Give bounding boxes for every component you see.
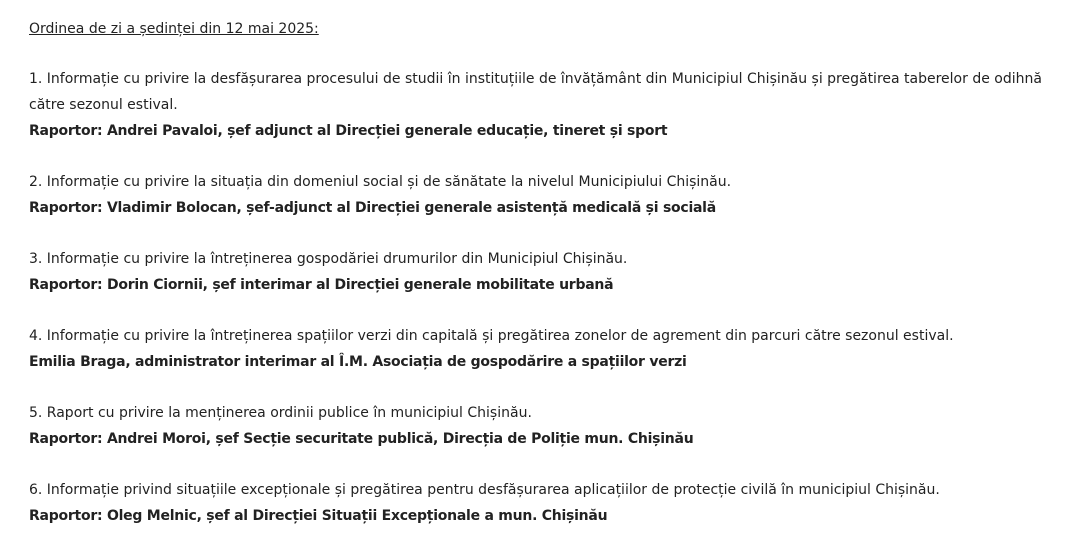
agenda-item-text: 6. Informație privind situațiile excepționale și pregătirea pentru desfășurarea aplicațiilor de protecție civilă în municipiul Chișinău. <box>29 482 940 498</box>
agenda-item-reporter: Raportor: Andrei Pavaloi, șef adjunct al Direcției generale educație, tineret și sport <box>29 123 668 139</box>
agenda-item-text: 2. Informație cu privire la situația din domeniul social și de sănătate la nivelul Municipiului Chișinău. <box>29 174 732 190</box>
agenda-item-2 <box>29 169 1069 221</box>
agenda-item-text: 5. Raport cu privire la menținerea ordinii publice în municipiul Chișinău. <box>29 405 532 421</box>
agenda-item-reporter: Raportor: Dorin Ciornii, șef interimar al Direcției generale mobilitate urbană <box>29 277 614 293</box>
agenda-item-5 <box>29 400 1069 452</box>
agenda-item-reporter: Raportor: Oleg Melnic, șef al Direcției Situații Excepționale a mun. Chișinău <box>29 508 608 524</box>
agenda-item-text: 3. Informație cu privire la întreținerea gospodăriei drumurilor din Municipiul Chișinău. <box>29 251 628 267</box>
agenda-item-6 <box>29 477 1069 529</box>
agenda-item-reporter: Raportor: Vladimir Bolocan, șef-adjunct al Direcției generale asistență medicală și socială <box>29 200 716 216</box>
agenda-heading: Ordinea de zi a ședinței din 12 mai 2025: <box>29 21 319 37</box>
agenda-item-text: 4. Informație cu privire la întreținerea spațiilor verzi din capitală și pregătirea zonelor de agrement din parcuri către sezonul estival. <box>29 328 954 344</box>
agenda-item-1 <box>29 66 1069 144</box>
agenda-item-reporter: Raportor: Andrei Moroi, șef Secție securitate publică, Direcția de Poliție mun. Chișinău <box>29 431 694 447</box>
agenda-item-4 <box>29 323 1069 375</box>
agenda-content <box>29 17 1069 554</box>
agenda-item-reporter: Emilia Braga, administrator interimar al Î.M. Asociația de gospodărire a spațiilor verzi <box>29 354 687 370</box>
agenda-item-3 <box>29 246 1069 298</box>
agenda-item-text: 1. Informație cu privire la desfășurarea procesului de studii în instituțiile de învățământ din Municipiul Chișinău și pregătirea taberelor de odihnă către sezonul estival. <box>29 71 1042 113</box>
